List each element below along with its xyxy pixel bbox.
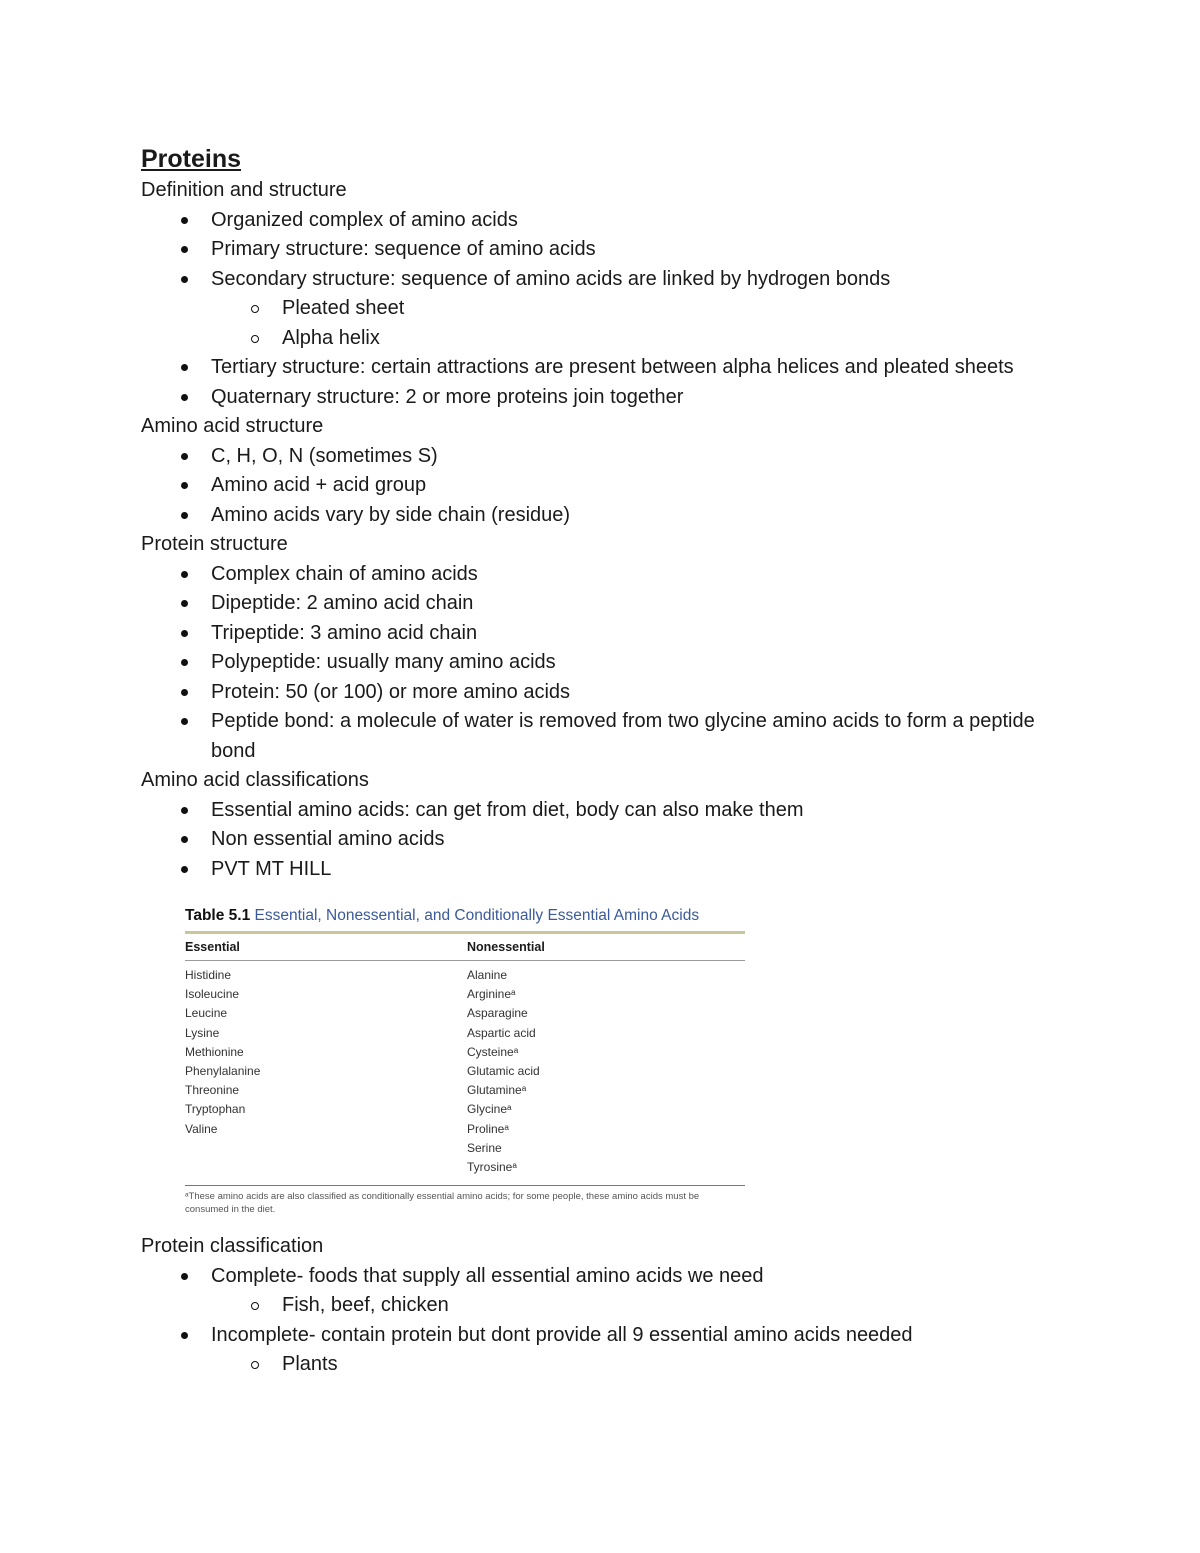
table-cell: Tryptophan	[185, 1102, 246, 1117]
list-item: Tertiary structure: certain attractions are present between alpha helices and pleated sheets	[141, 353, 1041, 383]
protein-structure-list	[141, 560, 1041, 767]
column-header-nonessential: Nonessential	[467, 940, 545, 954]
hollow-bullet-icon	[251, 1361, 259, 1369]
bullet-icon	[181, 276, 188, 283]
sub-list-item: Fish, beef, chicken	[141, 1291, 1041, 1321]
bullet-icon	[181, 866, 188, 873]
bullet-icon	[181, 836, 188, 843]
section-heading-definition: Definition and structure	[141, 179, 347, 201]
bullet-icon	[181, 394, 188, 401]
amino-acid-structure-list	[141, 442, 1041, 531]
table-caption-text: Essential, Nonessential, and Conditionally Essential Amino Acids	[254, 907, 700, 924]
table-footnote: ᵃThese amino acids are also classified as conditionally essential amino acids; for some people, these amino acids must be consumed in the diet.	[185, 1191, 700, 1216]
bullet-icon	[181, 630, 188, 637]
hollow-bullet-icon	[251, 305, 259, 313]
bullet-icon	[181, 482, 188, 489]
table-cell: Lysine	[185, 1025, 220, 1040]
page-title: Proteins	[141, 145, 242, 173]
protein-classification-list	[141, 1262, 1041, 1380]
bullet-icon	[181, 512, 188, 519]
document-content	[141, 140, 1041, 1380]
nonessential-column	[467, 966, 745, 1177]
table-cell: Glycineᵃ	[467, 1102, 512, 1117]
table-cell: Asparagine	[467, 1006, 528, 1021]
list-item: Amino acid + acid group	[141, 471, 1041, 501]
table-header-row	[185, 934, 745, 960]
list-item: Peptide bond: a molecule of water is removed from two glycine amino acids to form a peptide bond	[141, 707, 1041, 766]
section-heading-amino-acid-structure: Amino acid structure	[141, 415, 324, 437]
bullet-icon	[181, 1273, 188, 1280]
bullet-icon	[181, 453, 188, 460]
bullet-icon	[181, 364, 188, 371]
table-cell: Serine	[467, 1140, 502, 1155]
bullet-icon	[181, 246, 188, 253]
bullet-icon	[181, 571, 188, 578]
list-item: Organized complex of amino acids	[141, 206, 1041, 236]
bullet-icon	[181, 807, 188, 814]
amino-acid-table-image	[185, 906, 745, 1226]
list-item: Quaternary structure: 2 or more proteins join together	[141, 383, 1041, 413]
table-cell: Leucine	[185, 1006, 228, 1021]
sub-list-item: Plants	[141, 1350, 1041, 1380]
table-cell: Tyrosineᵃ	[467, 1159, 517, 1174]
table-bottom-rule	[185, 1185, 745, 1186]
bullet-icon	[181, 689, 188, 696]
list-item: Protein: 50 (or 100) or more amino acids	[141, 678, 1041, 708]
essential-column	[185, 966, 467, 1177]
table-cell: Arginineᵃ	[467, 987, 516, 1002]
table-caption	[185, 906, 745, 926]
list-item: Amino acids vary by side chain (residue)	[141, 501, 1041, 531]
table-cell: Histidine	[185, 968, 232, 982]
table-cell: Aspartic acid	[467, 1025, 536, 1040]
list-item: PVT MT HILL	[141, 855, 1041, 885]
table-cell: Isoleucine	[185, 987, 240, 1002]
list-item: Non essential amino acids	[141, 825, 1041, 855]
list-item: Essential amino acids: can get from diet, body can also make them	[141, 796, 1041, 826]
bullet-icon	[181, 718, 188, 725]
table-number: Table 5.1	[185, 907, 251, 924]
section-heading-protein-structure: Protein structure	[141, 533, 288, 555]
list-item: Complex chain of amino acids	[141, 560, 1041, 590]
list-item: Tripeptide: 3 amino acid chain	[141, 619, 1041, 649]
list-item: Primary structure: sequence of amino acids	[141, 235, 1041, 265]
column-header-essential: Essential	[185, 940, 240, 954]
list-item: Incomplete- contain protein but dont provide all 9 essential amino acids needed	[141, 1321, 1041, 1351]
bullet-icon	[181, 217, 188, 224]
definition-list	[141, 206, 1041, 413]
list-item: Secondary structure: sequence of amino acids are linked by hydrogen bonds	[141, 265, 1041, 295]
sub-list-item: Alpha helix	[141, 324, 1041, 354]
hollow-bullet-icon	[251, 1302, 259, 1310]
table-cell: Cysteineᵃ	[467, 1044, 519, 1059]
bullet-icon	[181, 600, 188, 607]
table-body	[185, 961, 745, 1177]
table-cell: Methionine	[185, 1044, 244, 1059]
table-cell: Alanine	[467, 968, 508, 982]
list-item: Dipeptide: 2 amino acid chain	[141, 589, 1041, 619]
protein-classification-block	[141, 1232, 1041, 1380]
classifications-list	[141, 796, 1041, 885]
bullet-icon	[181, 659, 188, 666]
sub-list-item: Pleated sheet	[141, 294, 1041, 324]
list-item: C, H, O, N (sometimes S)	[141, 442, 1041, 472]
table-cell: Prolineᵃ	[467, 1121, 509, 1136]
table-cell: Glutamic acid	[467, 1063, 540, 1078]
section-heading-classifications: Amino acid classifications	[141, 769, 369, 791]
table-cell: Glutamineᵃ	[467, 1083, 527, 1098]
list-item: Polypeptide: usually many amino acids	[141, 648, 1041, 678]
section-heading-protein-classification: Protein classification	[141, 1235, 324, 1257]
list-item: Complete- foods that supply all essential amino acids we need	[141, 1262, 1041, 1292]
bullet-icon	[181, 1332, 188, 1339]
hollow-bullet-icon	[251, 335, 259, 343]
table-cell: Threonine	[185, 1083, 240, 1098]
table-cell: Valine	[185, 1121, 218, 1136]
table-cell: Phenylalanine	[185, 1063, 261, 1078]
